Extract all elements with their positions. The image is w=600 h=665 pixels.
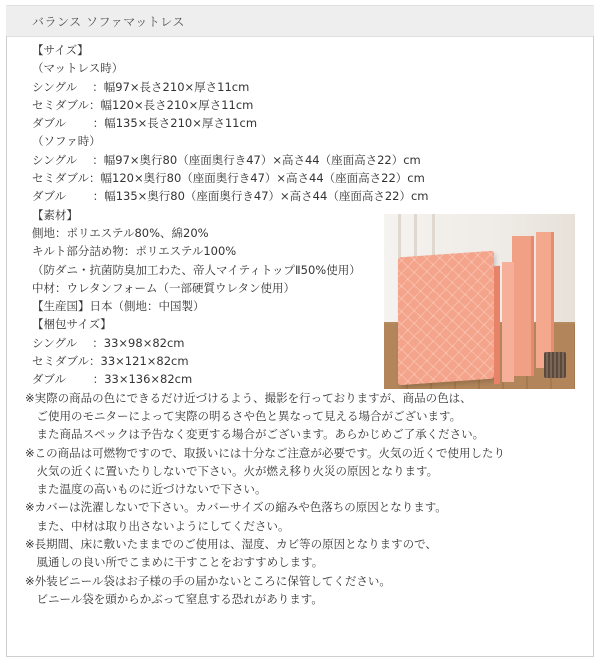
section-header bbox=[6, 5, 594, 37]
note-line: ※カバーは洗濯しないで下さい。カバーサイズの縮みや色落ちの原因となります。 bbox=[25, 500, 447, 515]
note-line: 火気の近くに置いたりしないで下さい。火が燃え移り火災の原因となります。 bbox=[25, 463, 439, 478]
spec-line: シングル ：幅97×長さ210×厚さ11cm bbox=[32, 79, 250, 94]
note-line: また、中材は取り出さないようにしてください。 bbox=[25, 518, 290, 533]
note-line: ご使用のモニターによって実際の明るさや色と異なって見える場合がございます。 bbox=[25, 408, 462, 423]
sofa-mattress-product-photo bbox=[384, 214, 575, 389]
note-line: ※外装ビニール袋はお子様の手の届かないところに保管してください。 bbox=[25, 573, 391, 588]
note-line: 風通しの良い所でこまめに干すことをおすすめします。 bbox=[25, 555, 324, 570]
mattress-side-edge bbox=[494, 266, 500, 384]
section-title: バランス ソファマットレス bbox=[32, 15, 185, 29]
spec-line: ダブル ：33×136×82cm bbox=[32, 372, 193, 387]
spec-line: （防ダニ・抗菌防臭加工わた、帝人マイティトップⅡ50%使用） bbox=[32, 262, 361, 277]
basket-icon bbox=[544, 352, 566, 378]
spec-line: 【生産国】日本（側地：中国製） bbox=[32, 299, 205, 314]
spec-line: シングル ：幅97×奥行80（座面奥行き47）×高さ44（座面高さ22）cm bbox=[32, 152, 421, 167]
spec-line: セミダブル：幅120×長さ210×厚さ11cm bbox=[32, 97, 254, 112]
note-line: また温度の高いものに近づけないで下さい。 bbox=[25, 482, 267, 497]
mattress-quilted-panel bbox=[398, 251, 494, 386]
note-line: ※長期間、床に敷いたままでのご使用は、湿度、カビ等の原因となりますので、 bbox=[25, 537, 437, 552]
spec-line: （ソファ時） bbox=[32, 134, 101, 149]
spec-line: セミダブル：33×121×82cm bbox=[32, 354, 189, 369]
mattress-fold-panel bbox=[536, 232, 554, 368]
note-line: ※この商品は可燃物ですので、取扱いには十分なご注意が必要です。火気の近くで使用したり bbox=[25, 445, 505, 460]
note-line: ※実際の商品の色にできるだけ近づけるよう、撮影を行っておりますが、商品の色は、 bbox=[25, 390, 472, 405]
note-line: また商品スペックは予告なく変更する場合がございます。あらかじめご了承ください。 bbox=[25, 427, 485, 442]
spec-line: 【サイズ】 bbox=[32, 43, 89, 57]
note-line: ビニール袋を頭からかぶって窒息する恐れがあります。 bbox=[25, 591, 323, 606]
spec-line: ダブル ：幅135×奥行80（座面奥行き47）×高さ44（座面高さ22）cm bbox=[32, 189, 429, 204]
spec-line: ダブル ：幅135×長さ210×厚さ11cm bbox=[32, 116, 258, 131]
spec-line: 【素材】 bbox=[32, 207, 78, 222]
spec-line: 側地：ポリエステル80%、綿20% bbox=[32, 225, 209, 240]
mattress-fold-panel bbox=[512, 236, 534, 376]
spec-line: 【梱包サイズ】 bbox=[32, 317, 112, 332]
spec-line: セミダブル：幅120×奥行80（座面奥行き47）×高さ44（座面高さ22）cm bbox=[32, 171, 425, 186]
spec-line: シングル ：33×98×82cm bbox=[32, 335, 185, 350]
spec-line: 中材：ウレタンフォーム（一部硬質ウレタン使用） bbox=[32, 280, 296, 295]
spec-line: （マットレス時） bbox=[32, 61, 124, 76]
spec-line: キルト部分詰め物：ポリエステル100% bbox=[32, 244, 237, 259]
mattress-fold-panel bbox=[502, 262, 514, 382]
